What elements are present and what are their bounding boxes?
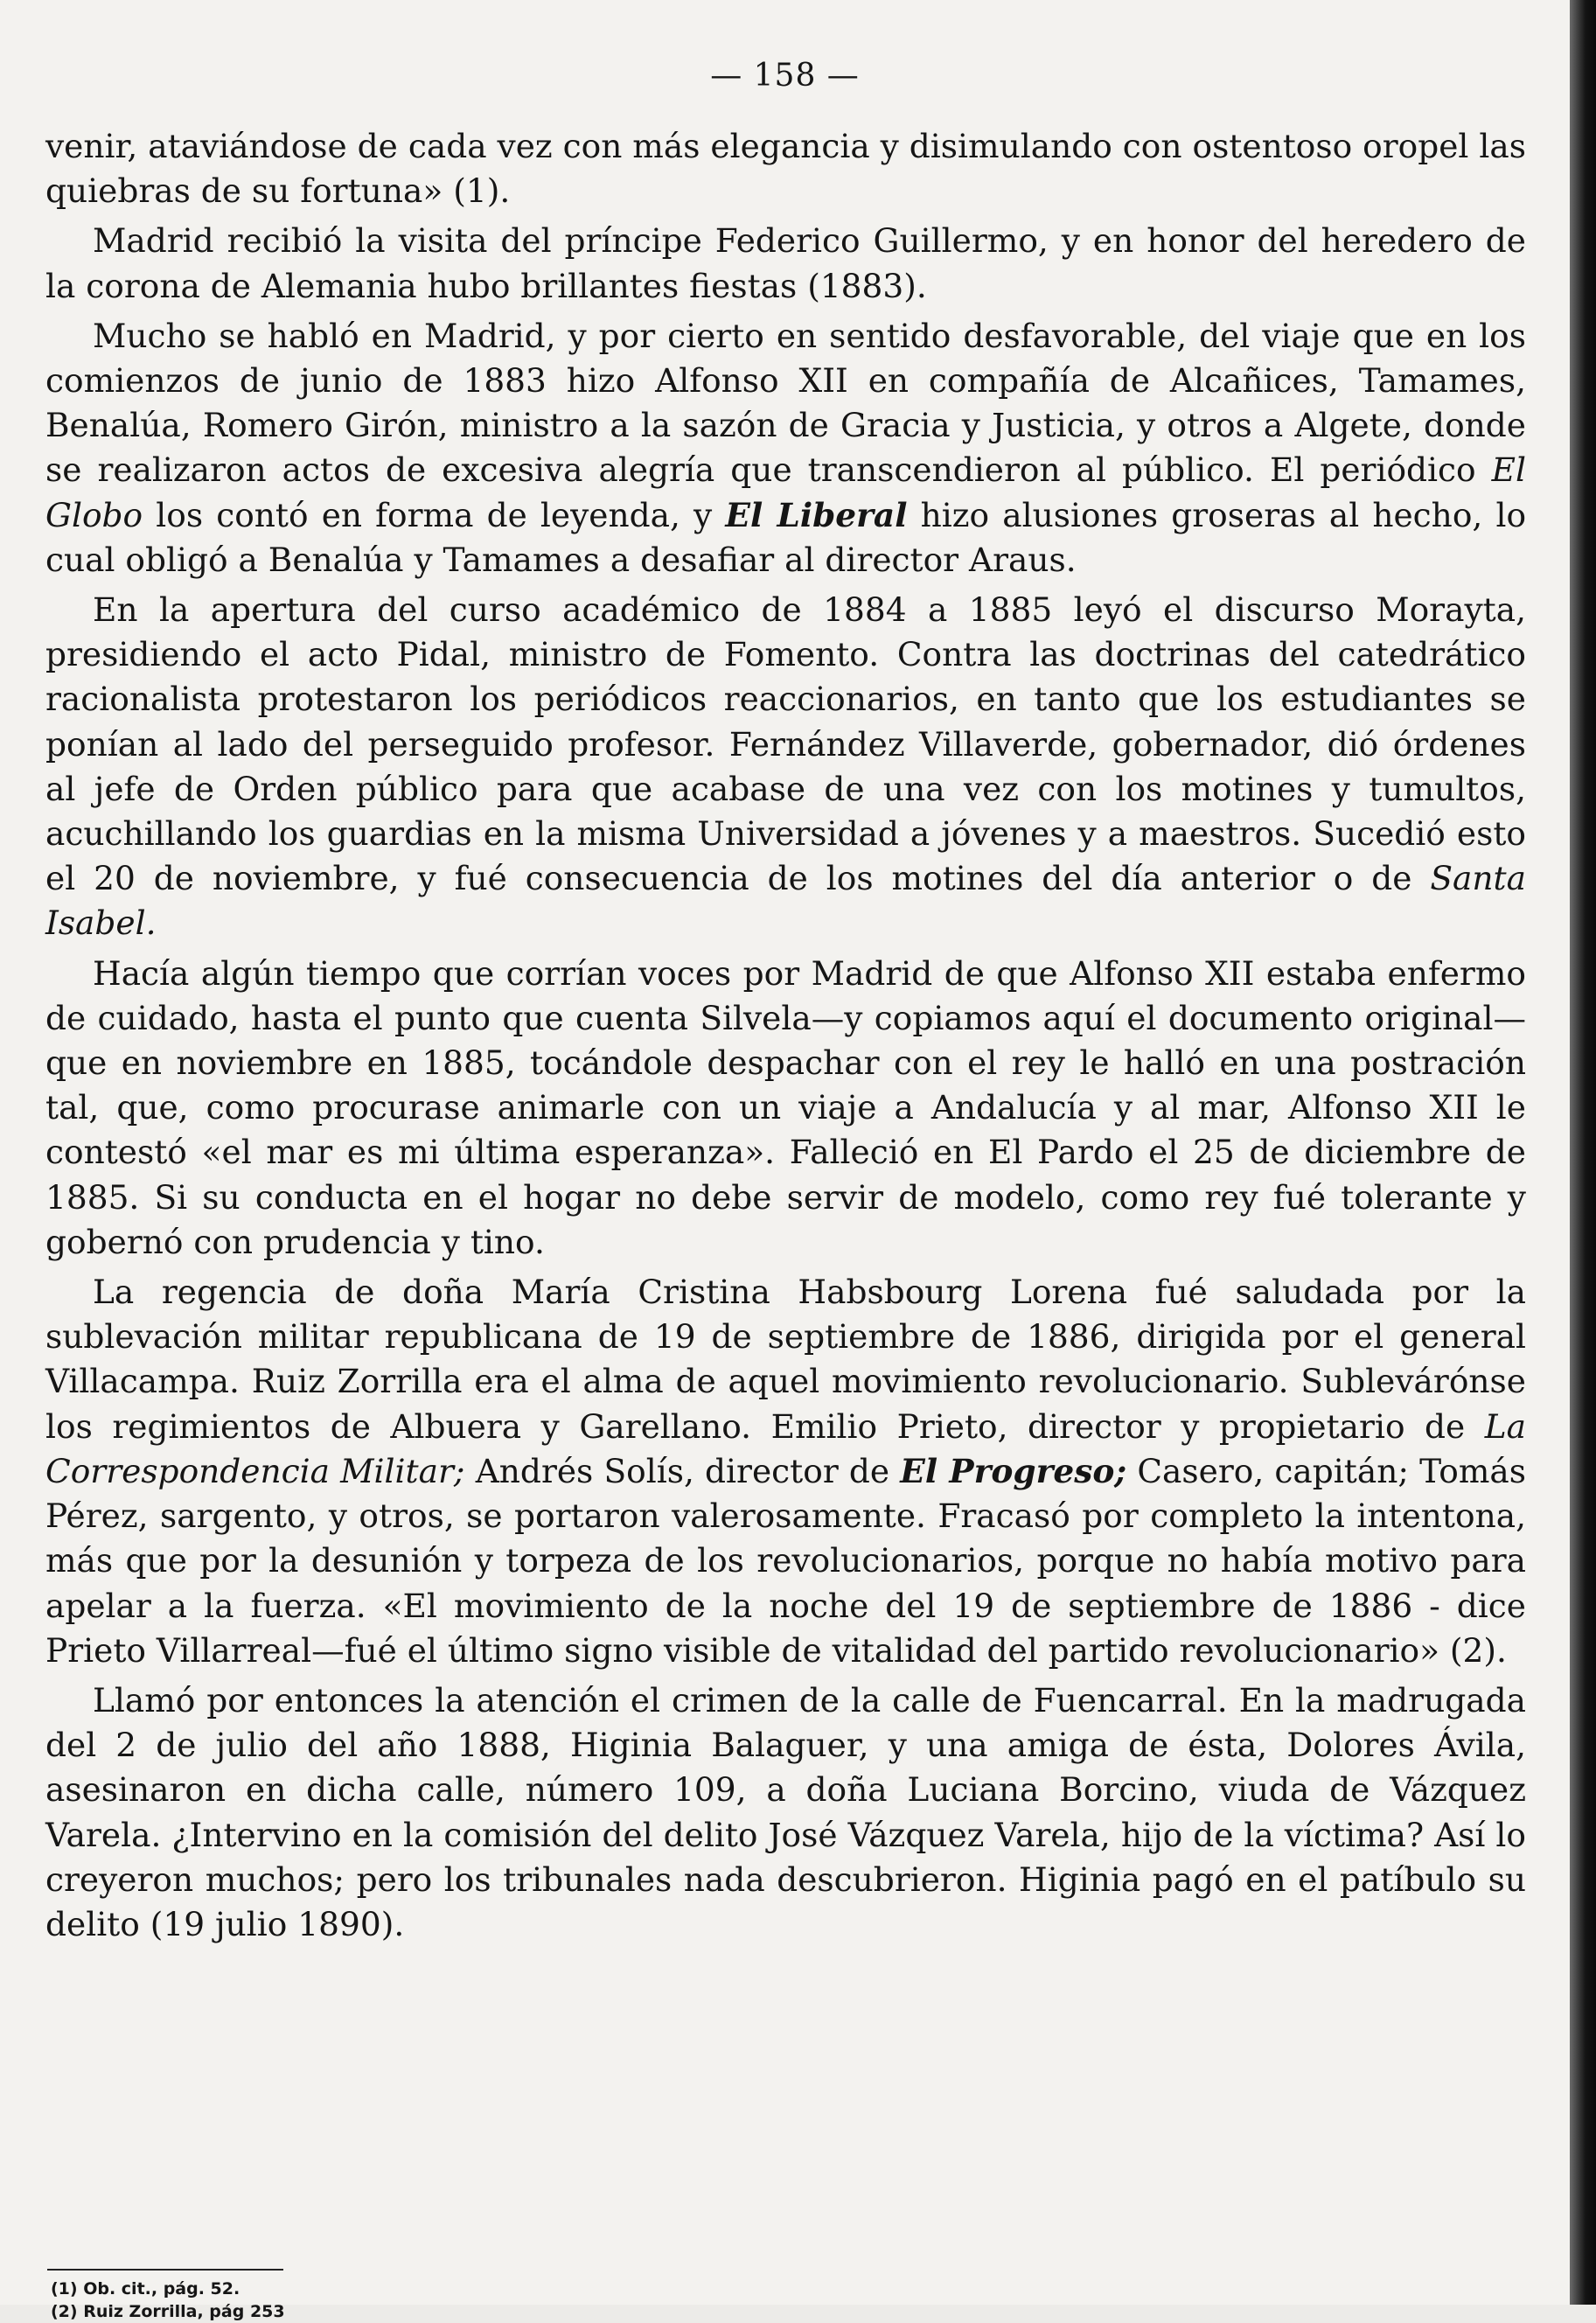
paragraph-7: Llamó por entonces la atención el crimen de la calle de Fuencarral. En la madrugada del 2 de julio del año 1888, Higinia Balaguer, y una amiga de ésta, Dolores Ávila, asesinaron en dicha calle, número 109, a doña Luciana Borcino, viuda de Vázquez Varela. ¿Intervino en la comisión del delito José Vázquez Varela, hijo de la víctima? Así lo creyeron muchos; pero los tribunales nada descubrieron. Higinia pagó en el patíbulo su delito (19 julio 1890). [45, 1680, 1526, 1943]
newspaper-title: El Liberal [725, 495, 908, 534]
paragraph-4: En la apertura del curso académico de 1884 a 1885 leyó el discurso Morayta, presidiendo el acto Pidal, ministro de Fomento. Contra las doctrinas del catedrático racionalista protestaron los periódicos reaccionarios, en tanto que los estudiantes se ponían al lado del perseguido profesor. Fernández Villaverde, gobernador, dió órdenes al jefe de Orden público para que acabase de una vez con los motines y tumultos, acuchillando los guardias en la misma Universidad a jóvenes y a maestros. Sucedió esto el 20 de noviembre, y fué consecuencia de los motines del día anterior o de Santa Isabel. [45, 590, 1526, 943]
newspaper-title: El Progreso; [900, 1451, 1127, 1490]
newspaper-title: El Globo [45, 450, 1526, 534]
footnote-divider [47, 2269, 283, 2271]
footnote-1: (1) Ob. cit., pág. 52. [51, 2279, 240, 2299]
paragraph-5: Hacía algún tiempo que corrían voces por Madrid de que Alfonso XII estaba enfermo de cuidado, hasta el punto que cuenta Silvela—y copiamos aquí el documento original—que en noviembre en 1885, tocándole despachar con el rey le halló en una postración tal, que, como procurase animarle con un viaje a Andalucía y al mar, Alfonso XII le contestó «el mar es mi última esperanza». Falleció en El Pardo el 25 de diciembre de 1885. Si su conducta en el hogar no debe servir de modelo, como rey fué tolerante y gobernó con prudencia y tino. [45, 953, 1526, 1261]
paragraph-2: Madrid recibió la visita del príncipe Federico Guillermo, y en honor del heredero de la corona de Alemania hubo brillantes fiestas (1883). [45, 221, 1526, 305]
paragraph-1: venir, ataviándose de cada vez con más elegancia y disimulando con ostentoso oropel las quiebras de su fortuna» (1). [45, 127, 1526, 211]
book-spine-shadow [1570, 0, 1596, 2305]
page-number: — 158 — [710, 58, 860, 94]
italic-term: Santa Isabel. [45, 859, 1526, 943]
body-text [45, 124, 1526, 1947]
paragraph-6: La regencia de doña María Cristina Habsbourg Lorena fué saludada por la sublevación militar republicana de 19 de septiembre de 1886, dirigida por el general Villacampa. Ruiz Zorrilla era el alma de aquel movimiento revolucionario. Sublevárónse los regimientos de Albuera y Garellano. Emilio Prieto, director y propietario de La Correspondencia Militar; Andrés Solís, director de El Progreso; Casero, capitán; Tomás Pérez, sargento, y otros, se portaron valerosamente. Fracasó por completo la intentona, más que por la desunión y torpeza de los revolucionarios, porque no había motivo para apelar a la fuerza. «El movimiento de la noche del 19 de septiembre de 1886 - dice Prieto Villarreal—fué el último signo visible de vitalidad del partido revolucionario» (2). [45, 1273, 1527, 1670]
footnotes [51, 2278, 285, 2323]
paragraph-3: Mucho se habló en Madrid, y por cierto en sentido desfavorable, del viaje que en los comienzos de junio de 1883 hizo Alfonso XII en compañía de Alcañices, Tamames, Benalúa, Romero Girón, ministro a la sazón de Gracia y Justicia, y otros a Algete, donde se realizaron actos de excesiva alegría que transcendieron al público. El periódico El Globo los contó en forma de leyenda, y El Liberal hizo alusiones groseras al hecho, lo cual obligó a Benalúa y Tamames a desafiar al director Araus. [45, 316, 1527, 579]
footnote-2: (2) Ruiz Zorrilla, pág 253 [51, 2302, 285, 2321]
newspaper-title: La Correspondencia Militar; [45, 1406, 1527, 1490]
